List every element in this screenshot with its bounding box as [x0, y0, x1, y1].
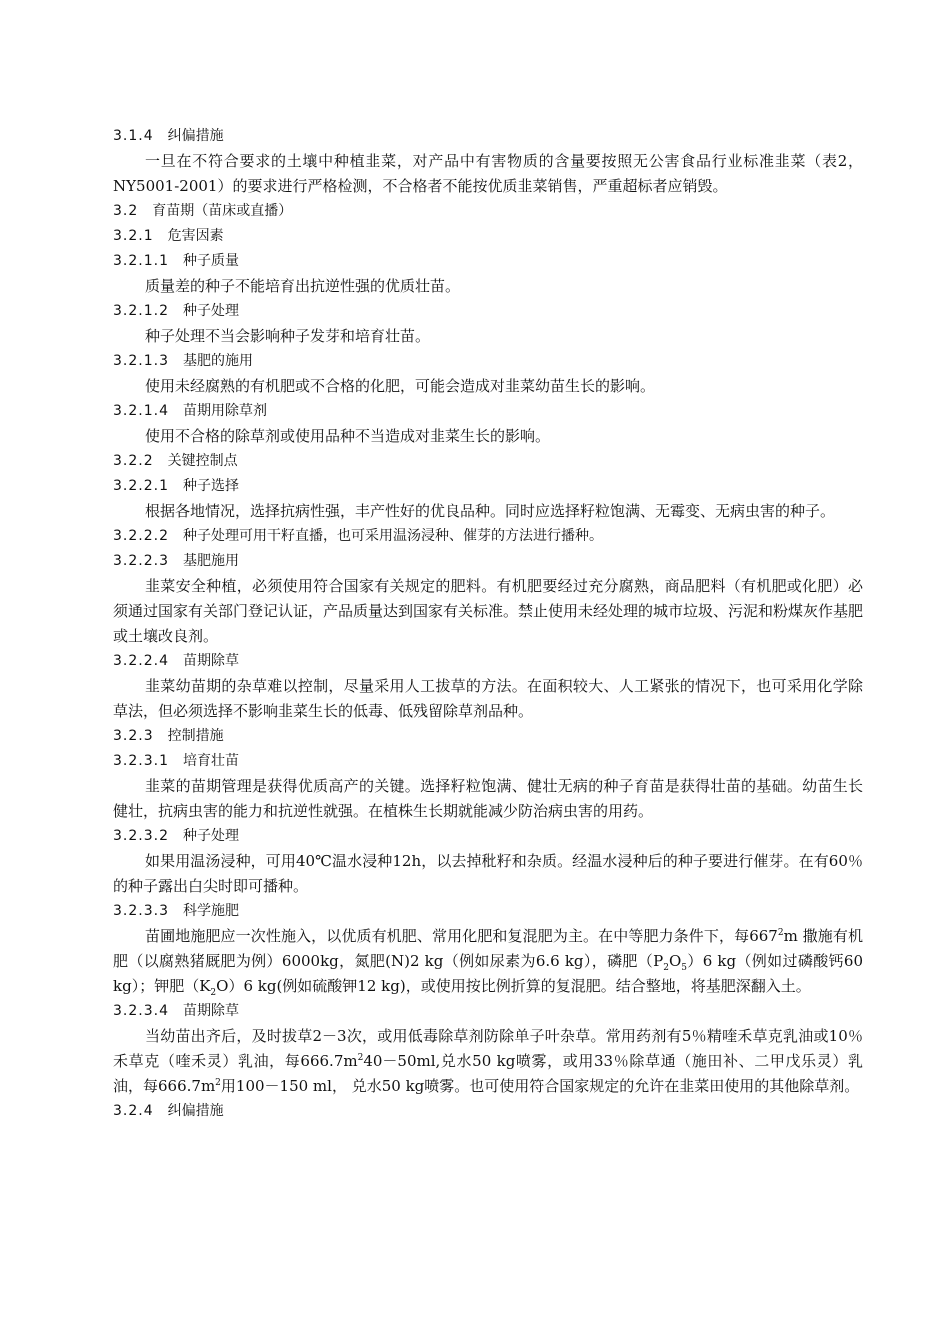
section-heading — [113, 474, 863, 499]
section-number: 3.2.4 — [113, 1103, 154, 1119]
section-title: 育苗期（苗床或直播） — [152, 203, 293, 219]
section-title: 苗期除草 — [182, 653, 239, 669]
section-number: 3.2.2.3 — [113, 553, 169, 569]
section-number: 3.2 — [113, 203, 139, 219]
section-title: 苗期除草 — [182, 1003, 239, 1019]
section-heading — [113, 199, 863, 224]
body-paragraph: 韭菜安全种植，必须使用符合国家有关规定的肥料。有机肥要经过充分腐熟，商品肥料（有机肥或化肥）必须通过国家有关部门登记认证，产品质量达到国家有关标准。禁止使用未经处理的城市垃圾、污泥和粉煤灰作基肥或土壤改良剂。 — [113, 577, 864, 645]
section-number: 3.1.4 — [113, 128, 154, 144]
document-page — [113, 124, 863, 1124]
section-number: 3.2.3.1 — [113, 753, 169, 769]
section-heading — [113, 649, 863, 674]
body-paragraph: 质量差的种子不能培育出抗逆性强的优质壮苗。 — [145, 277, 461, 295]
body-paragraph: 使用不合格的除草剂或使用品种不当造成对韭菜生长的影响。 — [145, 427, 551, 445]
section-number: 3.2.3 — [113, 728, 154, 744]
section-heading — [113, 399, 863, 424]
section-heading — [113, 1099, 863, 1124]
section-heading — [113, 749, 863, 774]
section-title: 科学施肥 — [182, 903, 239, 919]
section-heading — [113, 899, 863, 924]
section-heading — [113, 524, 863, 549]
section-number: 3.2.2.4 — [113, 653, 169, 669]
section-number: 3.2.2.2 — [113, 528, 169, 544]
section-title: 种子处理 — [182, 828, 239, 844]
section-title: 培育壮苗 — [182, 753, 239, 769]
section-title: 种子选择 — [182, 478, 239, 494]
section-title: 种子处理可用干籽直播，也可采用温汤浸种、催芽的方法进行播种。 — [182, 528, 603, 544]
body-paragraph: 使用未经腐熟的有机肥或不合格的化肥，可能会造成对韭菜幼苗生长的影响。 — [145, 377, 656, 395]
section-number: 3.2.1.4 — [113, 403, 169, 419]
section-title: 种子处理 — [182, 303, 239, 319]
section-number: 3.2.1 — [113, 228, 154, 244]
section-title: 纠偏措施 — [167, 1103, 224, 1119]
body-paragraph: 根据各地情况，选择抗病性强，丰产性好的优良品种。同时应选择籽粒饱满、无霉变、无病虫害的种子。 — [145, 502, 836, 520]
section-number: 3.2.2.1 — [113, 478, 169, 494]
section-number: 3.2.2 — [113, 453, 154, 469]
body-paragraph: 一旦在不符合要求的土壤中种植韭菜，对产品中有害物质的含量要按照无公害食品行业标准韭菜（表2，NY5001-2001）的要求进行严格检测，不合格者不能按优质韭菜销售，严重超标者应销毁。 — [113, 152, 863, 195]
body-paragraph: 韭菜幼苗期的杂草难以控制，尽量采用人工拔草的方法。在面积较大、人工紧张的情况下，也可采用化学除草法，但必须选择不影响韭菜生长的低毒、低残留除草剂品种。 — [113, 677, 863, 720]
section-title: 控制措施 — [167, 728, 224, 744]
section-title: 苗期用除草剂 — [182, 403, 267, 419]
section-number: 3.2.1.1 — [113, 253, 169, 269]
section-title: 基肥的施用 — [182, 353, 253, 369]
section-heading — [113, 999, 863, 1024]
body-paragraph: 苗圃地施肥应一次性施入，以优质有机肥、常用化肥和复混肥为主。在中等肥力条件下，每$667^2m$ 撒施有机肥（以腐熟猪厩肥为例）6000kg，氮肥(N)2 kg（例如尿素为6.6 kg），磷肥$(P_2O_5)6$ kg（例如过磷酸钙60 kg）；钾肥$(K_2O)6$ kg(例如硫酸钾12 kg)，或使用按比例折算的复混肥。结合整地，将基肥深翻入土。 — [113, 927, 864, 998]
section-heading — [113, 449, 863, 474]
body-paragraph: 如果用温汤浸种，可用40℃温水浸种12h，以去掉秕籽和杂质。经温水浸种后的种子要进行催芽。在有60％的种子露出白尖时即可播种。 — [113, 852, 863, 895]
section-number: 3.2.3.4 — [113, 1003, 169, 1019]
body-paragraph: 种子处理不当会影响种子发芽和培育壮苗。 — [145, 327, 431, 345]
section-title: 关键控制点 — [167, 453, 238, 469]
section-title: 危害因素 — [167, 228, 224, 244]
section-number: 3.2.1.3 — [113, 353, 169, 369]
section-number: 3.2.1.2 — [113, 303, 169, 319]
section-heading — [113, 824, 863, 849]
section-title: 基肥施用 — [182, 553, 239, 569]
section-heading — [113, 549, 863, 574]
section-number: 3.2.3.3 — [113, 903, 169, 919]
section-heading — [113, 349, 863, 374]
body-paragraph: 当幼苗出齐后，及时拔草2－3次，或用低毒除草剂防除单子叶杂草。常用药剂有5％精喹禾草克乳油或10％禾草克（喹禾灵）乳油，每$666.7m^240-50ml$,兑水50 kg喷雾，或用33％除草通（施田补、二甲戊乐灵）乳油，每$666.7m^2$用100－150 ml， 兑水50 kg喷雾。也可使用符合国家规定的允许在韭菜田使用的其他除草剂。 — [113, 1027, 863, 1095]
section-title: 种子质量 — [182, 253, 239, 269]
section-heading — [113, 224, 863, 249]
section-heading — [113, 299, 863, 324]
section-heading — [113, 249, 863, 274]
section-title: 纠偏措施 — [167, 128, 224, 144]
section-number: 3.2.3.2 — [113, 828, 169, 844]
section-heading — [113, 724, 863, 749]
section-heading — [113, 124, 863, 149]
body-paragraph: 韭菜的苗期管理是获得优质高产的关键。选择籽粒饱满、健壮无病的种子育苗是获得壮苗的基础。幼苗生长健壮，抗病虫害的能力和抗逆性就强。在植株生长期就能减少防治病虫害的用药。 — [113, 777, 863, 820]
